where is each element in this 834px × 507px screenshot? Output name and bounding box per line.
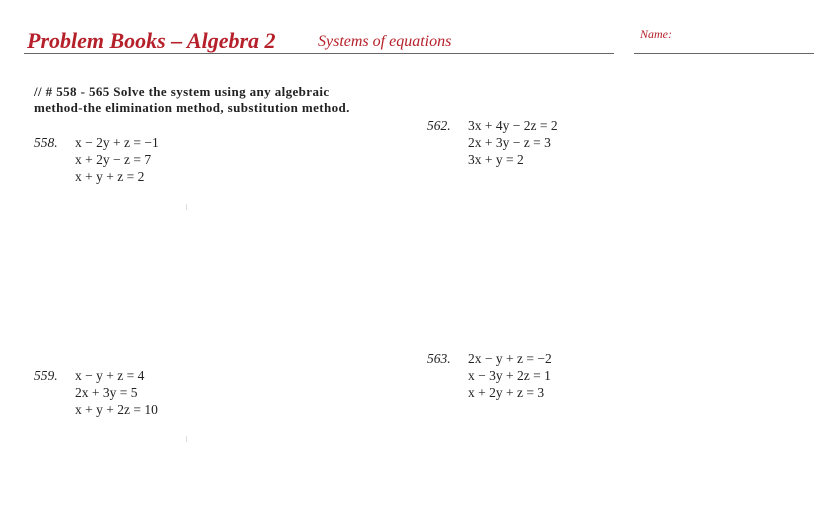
equation: x + y + 2z = 10 [75,402,158,417]
topic-subtitle: Systems of equations [318,33,452,50]
equation: 2x − y + z = −2 [468,351,552,366]
equation: x + y + z = 2 [75,169,145,184]
problem-number: 562. [427,118,451,133]
instructions [34,84,350,116]
equation-system [75,134,159,185]
problem-number: 559. [34,368,58,383]
name-field-line [634,53,814,54]
equation: 3x + y = 2 [468,152,524,167]
faint-mark [186,436,187,442]
equation: x − y + z = 4 [75,368,145,383]
equation: x + 2y + z = 3 [468,385,545,400]
equation-system [75,367,158,418]
page-title: Problem Books – Algebra 2 [27,28,276,53]
equation: x + 2y − z = 7 [75,152,152,167]
equation: x − 3y + 2z = 1 [468,368,551,383]
name-label: Name: [640,27,672,41]
equation: 3x + 4y − 2z = 2 [468,118,558,133]
equation: 2x + 3y − z = 3 [468,135,551,150]
equation: x − 2y + z = −1 [75,135,159,150]
problem-number: 558. [34,135,58,150]
equation: 2x + 3y = 5 [75,385,138,400]
instructions-line-2: method-the elimination method, substitution method. [34,100,350,115]
equation-system [468,117,558,168]
equation-system [468,350,552,401]
problem-number: 563. [427,351,451,366]
header-divider [24,53,614,54]
faint-mark [186,204,187,210]
instructions-line-1: // # 558 - 565 Solve the system using any algebraic [34,84,330,99]
